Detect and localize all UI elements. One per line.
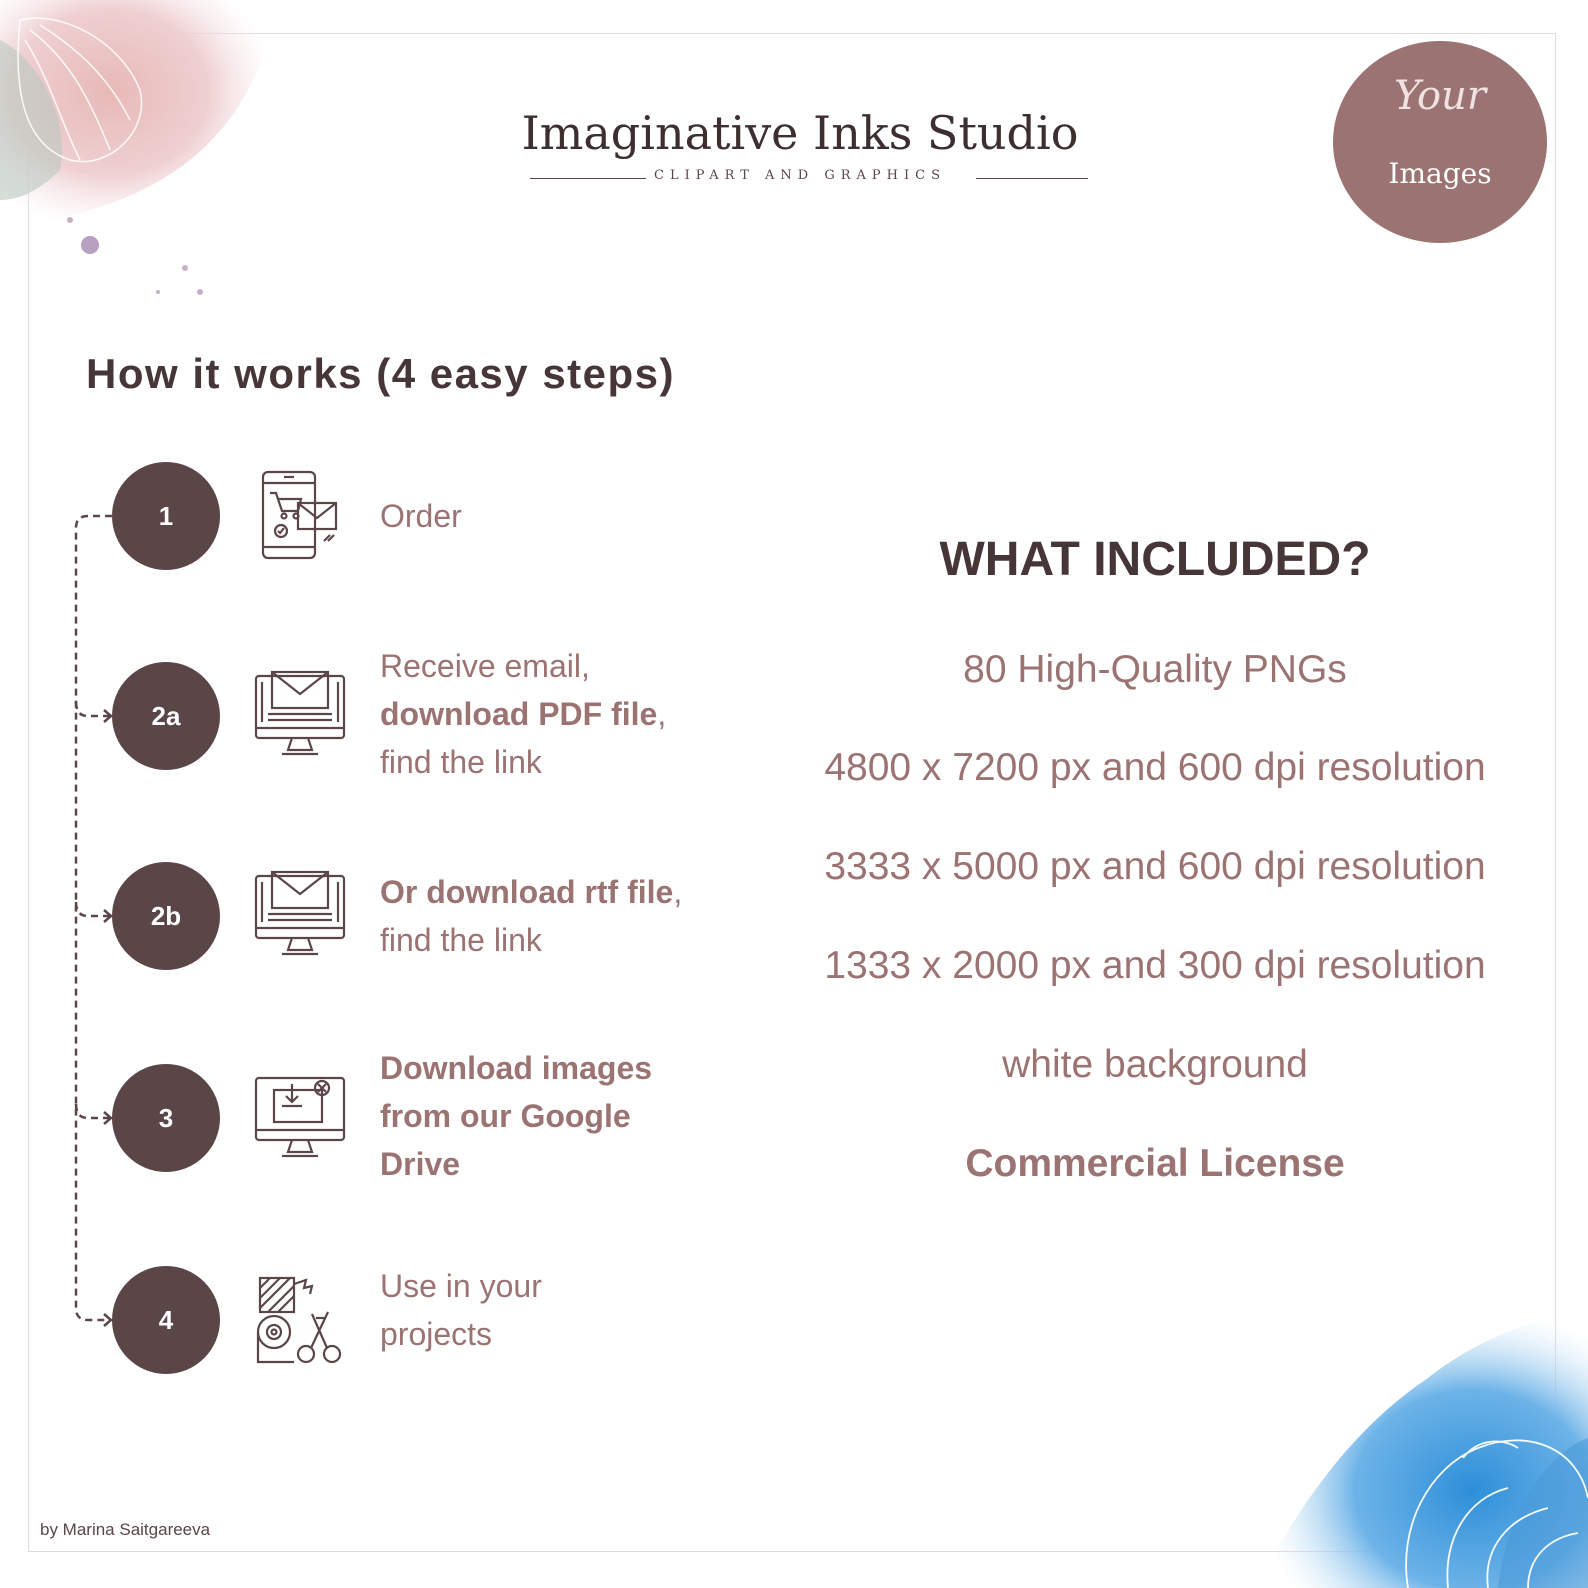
step-number: 2b <box>150 900 182 931</box>
monitor-email-icon <box>254 870 346 960</box>
included-item: 1333 x 2000 px and 300 dpi resolution <box>824 944 1486 987</box>
step-3-circle <box>112 1064 220 1172</box>
step-number: 2a <box>151 700 181 731</box>
step-line: Order <box>380 498 462 534</box>
step-number: 4 <box>158 1304 174 1335</box>
step-line: Receive email, <box>380 648 590 684</box>
step-4-circle <box>112 1266 220 1374</box>
step-line-bold-text: Drive <box>380 1146 461 1182</box>
step-line: Use in your <box>380 1268 542 1304</box>
step-2a-circle <box>112 662 220 770</box>
brand-title: Imaginative Inks Studio <box>521 106 1079 160</box>
included-item: 4800 x 7200 px and 600 dpi resolution <box>824 746 1486 789</box>
step-2a-text <box>380 642 666 786</box>
steps-connector <box>0 0 130 1340</box>
step-line-bold <box>380 1092 652 1140</box>
included-item: 80 High-Quality PNGs <box>963 648 1347 691</box>
monitor-download-icon <box>254 1076 346 1162</box>
watercolor-flower-bottom-right <box>1258 1298 1588 1588</box>
included-item: 3333 x 5000 px and 600 dpi resolution <box>824 845 1486 888</box>
step-4-text <box>380 1262 542 1358</box>
step-2b-text <box>380 868 682 964</box>
brand-header <box>500 106 1100 188</box>
commercial-license: Commercial License <box>965 1142 1345 1185</box>
how-it-works-title: How it works (4 easy steps) <box>86 350 676 397</box>
author-credit: by Marina Saitgareeva <box>40 1520 211 1539</box>
craft-tools-icon <box>254 1274 346 1366</box>
step-line-bold-text: download PDF file <box>380 696 658 732</box>
step-1-circle <box>112 462 220 570</box>
step-line: find the link <box>380 922 542 958</box>
your-images-badge <box>1333 41 1547 243</box>
step-line-suffix: , <box>673 874 683 910</box>
what-included-title: WHAT INCLUDED? <box>939 533 1371 586</box>
step-line-bold <box>380 690 666 738</box>
step-line: find the link <box>380 744 542 780</box>
step-number: 1 <box>158 500 174 531</box>
step-line-bold-text: Download images <box>380 1050 653 1086</box>
step-number: 3 <box>158 1102 174 1133</box>
step-1-text <box>380 492 462 540</box>
monitor-email-icon <box>254 670 346 760</box>
phone-cart-icon <box>260 469 340 563</box>
step-line-bold-text: Or download rtf file <box>380 874 674 910</box>
step-line-bold <box>380 1044 652 1092</box>
step-line-bold-text: from our Google <box>380 1098 631 1134</box>
step-2b-circle <box>112 862 220 970</box>
step-line-suffix: , <box>657 696 667 732</box>
step-3-text <box>380 1044 652 1188</box>
brand-subtitle-row <box>500 168 1100 188</box>
badge-line-2: Images <box>1388 157 1492 190</box>
badge-line-1: Your <box>1394 73 1486 119</box>
brand-subtitle: CLIPART AND GRAPHICS <box>654 168 946 183</box>
step-line: projects <box>380 1316 493 1352</box>
step-line-bold <box>380 868 682 916</box>
included-item: white background <box>1002 1043 1308 1086</box>
brand-rule-right <box>976 178 1088 179</box>
step-line-bold <box>380 1140 652 1188</box>
